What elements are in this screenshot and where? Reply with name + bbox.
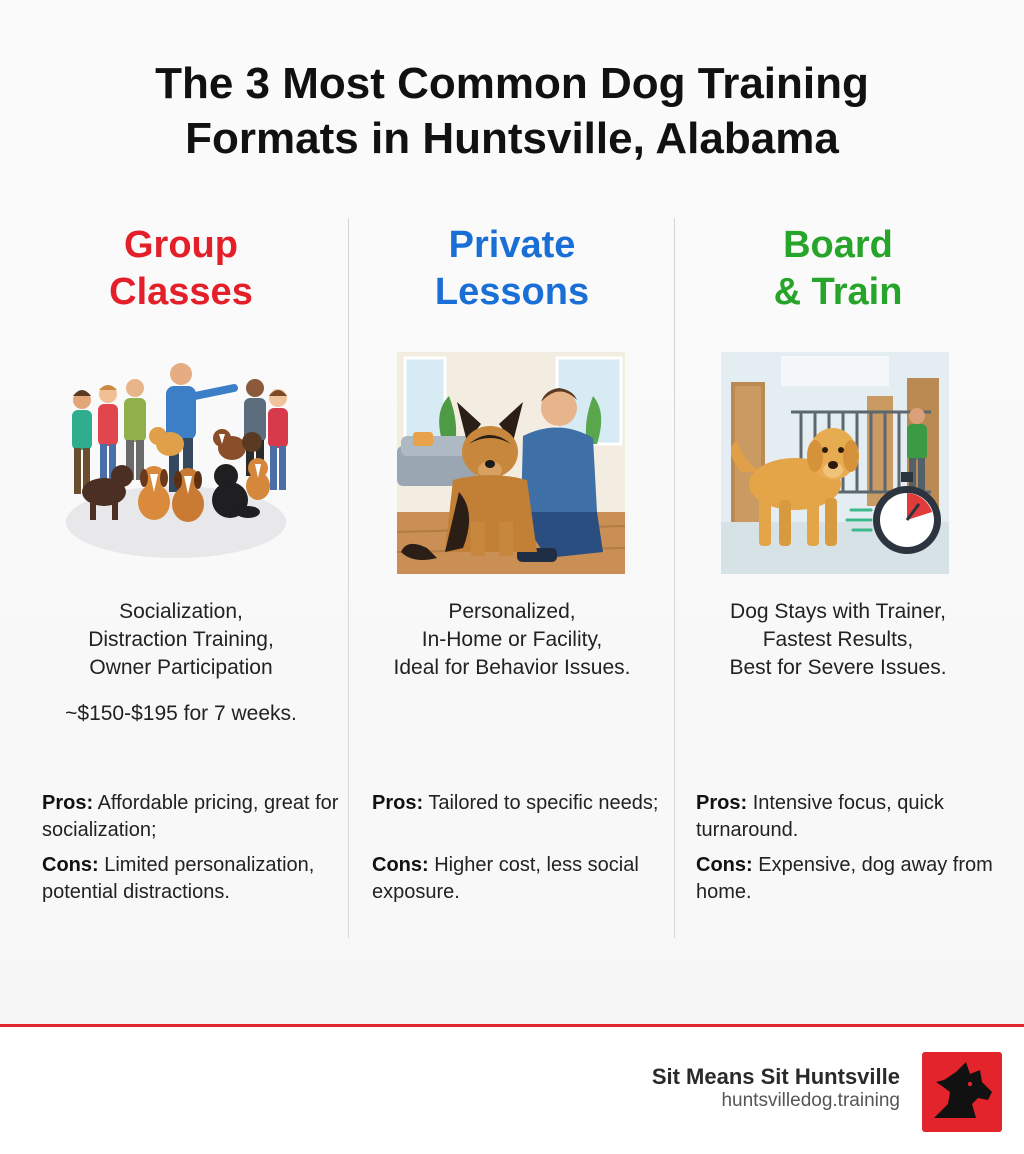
brand-name: Sit Means Sit Huntsville xyxy=(651,1064,900,1089)
pros-value: Intensive focus, quick turnaround. xyxy=(696,792,944,841)
cons-label: Cons: xyxy=(696,854,753,876)
description-line: Distraction Training, xyxy=(88,628,274,651)
cons-label: Cons: xyxy=(42,854,99,876)
cons-value: Expensive, dog away from home. xyxy=(696,854,993,903)
description-line: Fastest Results, xyxy=(762,628,914,651)
board-and-train-illustration xyxy=(721,352,949,574)
board-and-train-column xyxy=(675,222,1001,922)
column-description xyxy=(18,598,344,682)
pros-label: Pros: xyxy=(42,792,94,814)
private-lesson-illustration xyxy=(397,352,625,574)
cons-value: Limited personalization, potential distractions. xyxy=(42,854,315,903)
group-class-illustration xyxy=(62,352,290,574)
private-lessons-column xyxy=(349,222,675,922)
dog-head-logo-icon xyxy=(922,1052,1002,1132)
description-line: Personalized, xyxy=(448,600,576,623)
footer-divider xyxy=(0,1024,1024,1027)
column-title-line-2: & Train xyxy=(773,271,903,313)
cons-text xyxy=(42,852,342,906)
description-line: Ideal for Behavior Issues. xyxy=(393,656,631,679)
description-line: Owner Participation xyxy=(89,656,273,679)
pros-text xyxy=(372,790,672,817)
column-title-line-1: Group xyxy=(124,224,238,266)
pros-text xyxy=(42,790,342,844)
cons-text xyxy=(372,852,672,906)
pros-value: Tailored to specific needs; xyxy=(428,792,659,814)
pros-label: Pros: xyxy=(696,792,748,814)
column-title xyxy=(675,222,1001,316)
column-title xyxy=(349,222,675,316)
cons-label: Cons: xyxy=(372,854,429,876)
pros-text xyxy=(696,790,996,844)
column-description xyxy=(349,598,675,682)
column-title-line-2: Classes xyxy=(109,271,253,313)
description-line: In-Home or Facility, xyxy=(421,628,603,651)
pros-value: Affordable pricing, great for socialization; xyxy=(42,792,339,841)
column-title-line-1: Private xyxy=(448,224,576,266)
brand-url[interactable]: huntsvilledog.training xyxy=(721,1090,900,1111)
column-title-line-1: Board xyxy=(783,224,893,266)
description-line: Dog Stays with Trainer, xyxy=(730,600,946,623)
page-title-line-2: Formats in Huntsville, Alabama xyxy=(185,114,839,163)
group-classes-column xyxy=(18,222,344,922)
cons-text xyxy=(696,852,996,906)
cons-value: Higher cost, less social exposure. xyxy=(372,854,639,903)
column-description xyxy=(675,598,1001,682)
column-title-line-2: Lessons xyxy=(434,271,590,313)
description-line: Socialization, xyxy=(119,600,243,623)
description-line: Best for Severe Issues. xyxy=(729,656,947,679)
page-title-line-1: The 3 Most Common Dog Training xyxy=(155,59,869,108)
pros-label: Pros: xyxy=(372,792,424,814)
column-title xyxy=(18,222,344,316)
page-title xyxy=(0,56,1024,166)
price-text: ~$150-$195 for 7 weeks. xyxy=(65,702,297,725)
